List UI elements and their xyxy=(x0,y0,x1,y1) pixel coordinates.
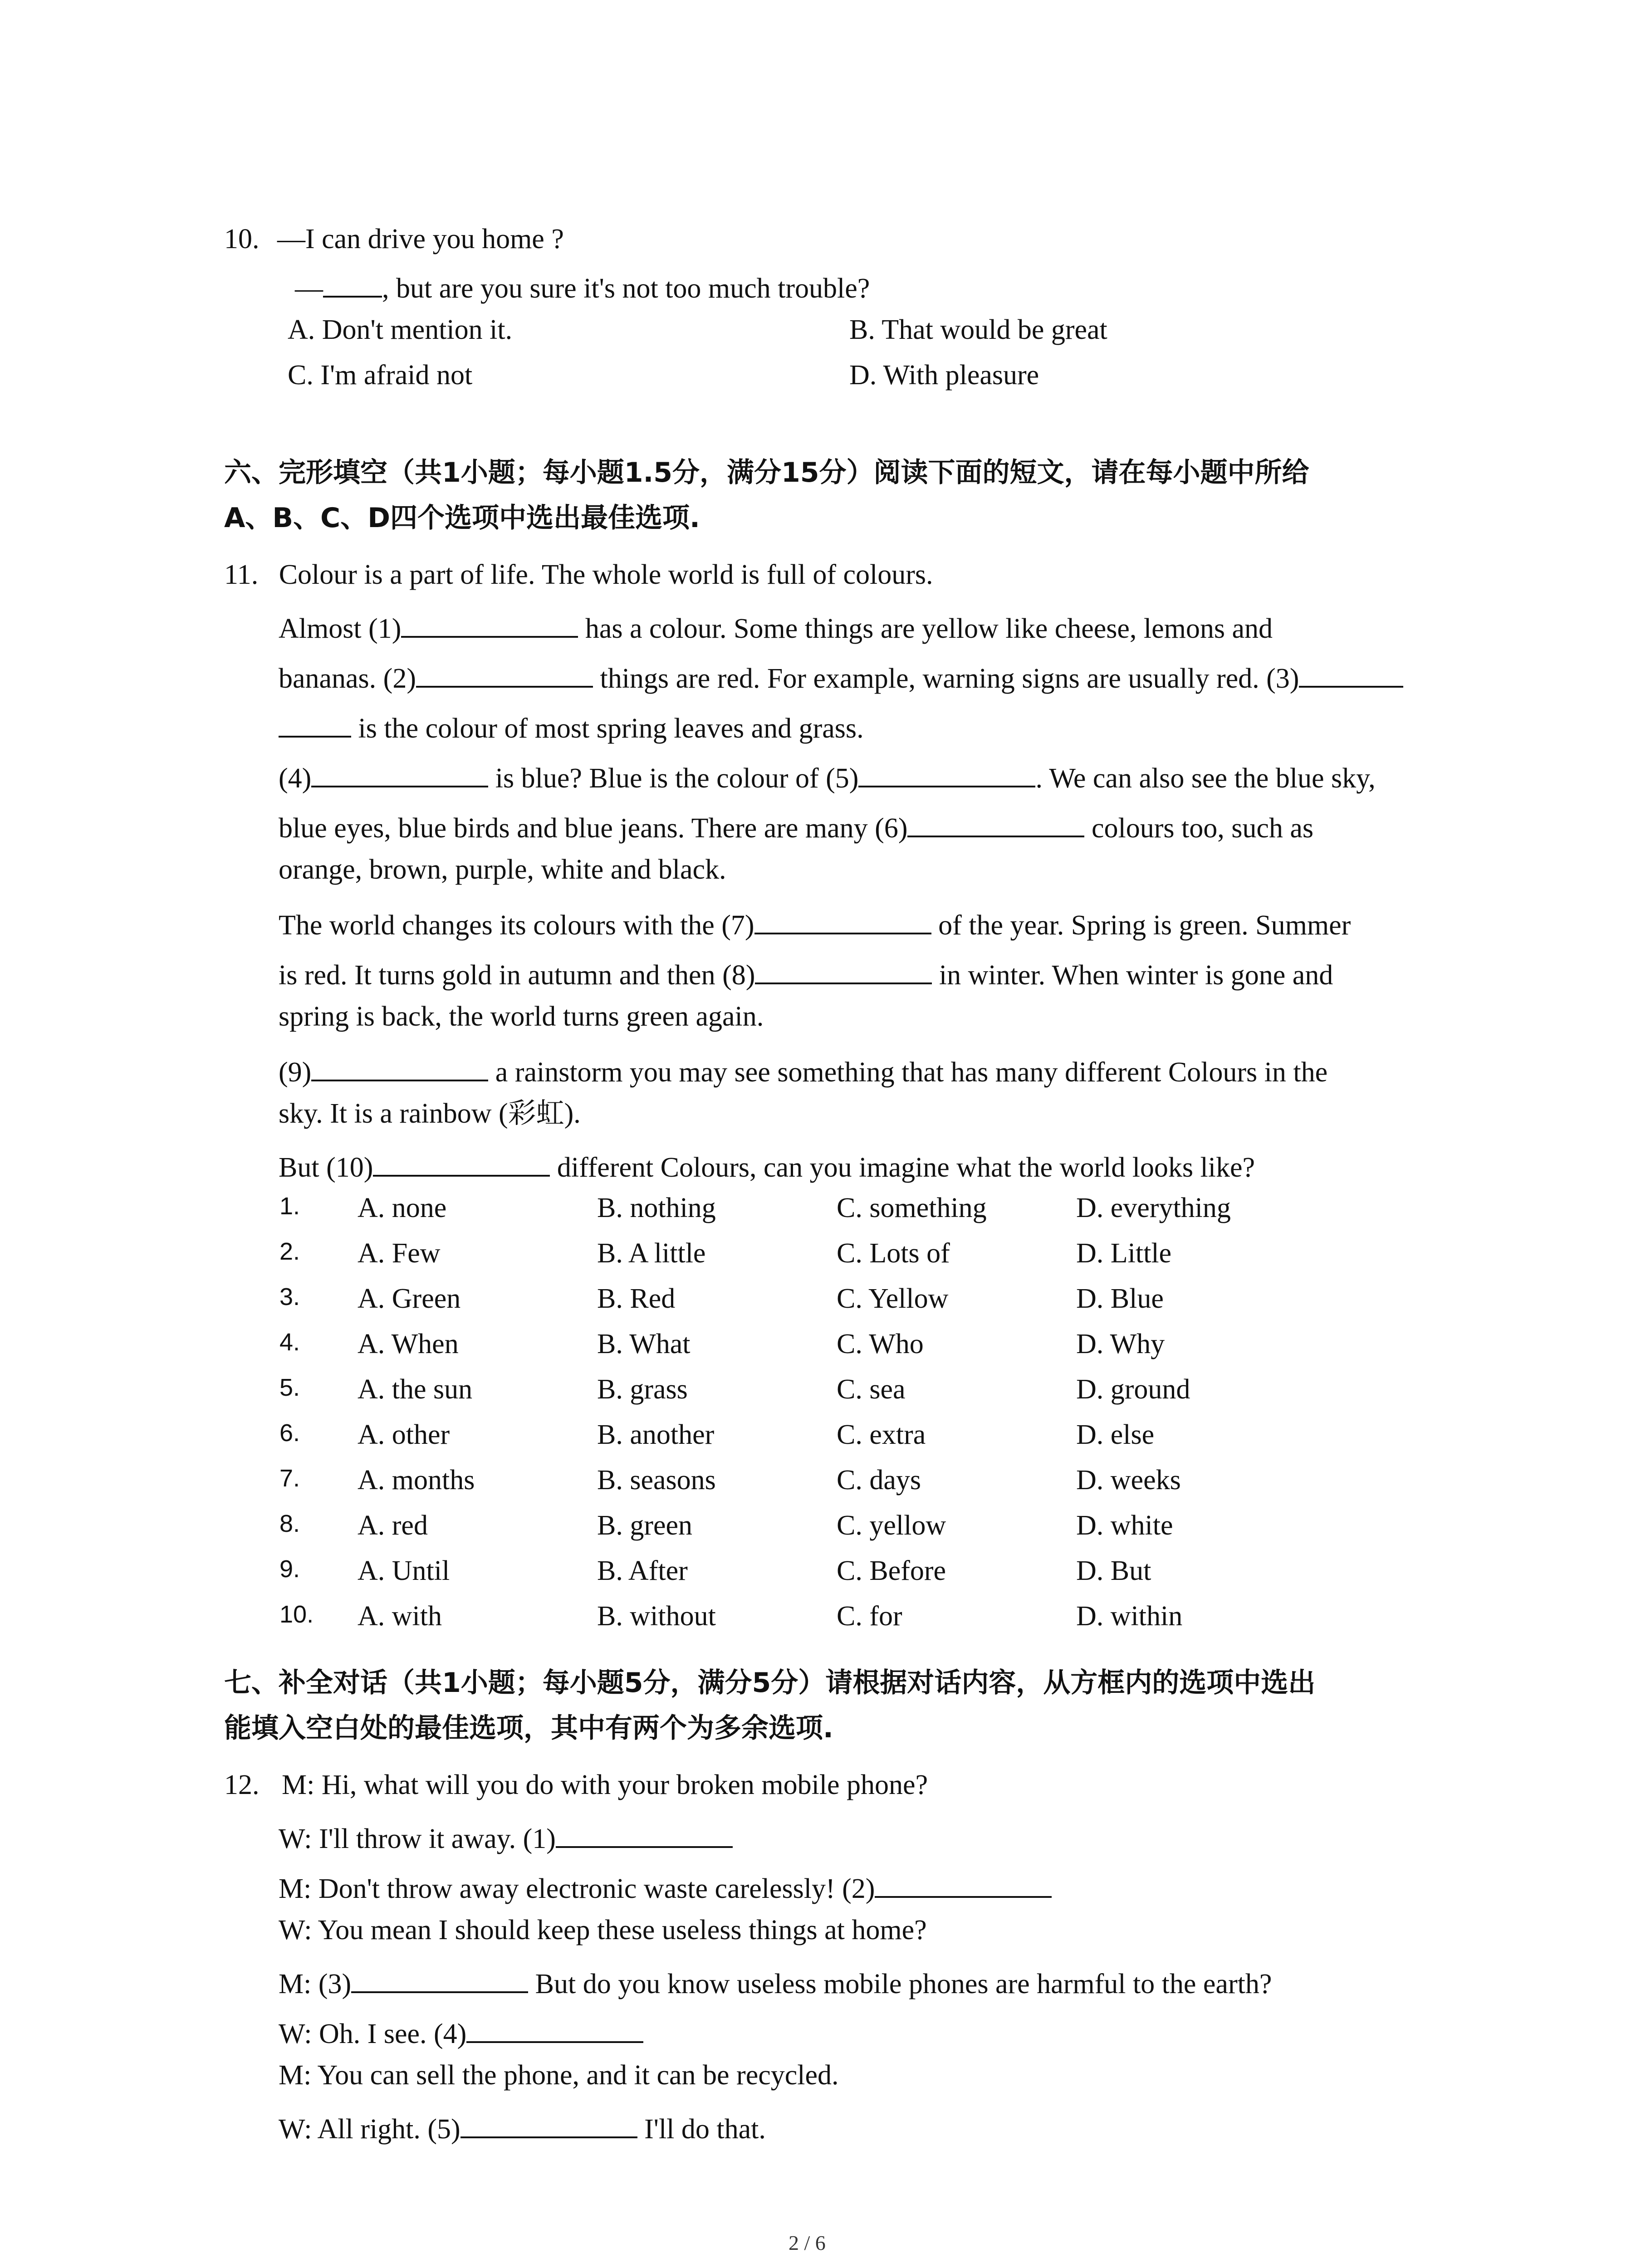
q10-dash: — xyxy=(295,273,323,304)
blank-7 xyxy=(754,907,931,934)
q11-text: in winter. When winter is gone and xyxy=(932,960,1333,991)
dialogue-blank-4 xyxy=(466,2016,643,2043)
choice-b: B. What xyxy=(597,1329,691,1359)
q11-p3-line1 xyxy=(279,907,1351,939)
q12-line1 xyxy=(224,1771,928,1799)
q11-text: . We can also see the blue sky, xyxy=(1035,763,1376,794)
q11-p2-line3: orange, brown, purple, white and black. xyxy=(279,854,726,885)
choice-c: C. Before xyxy=(837,1555,946,1586)
choice-d: D. But xyxy=(1076,1555,1151,1586)
dialogue-blank-3 xyxy=(351,1966,528,1993)
choice-b: B. seasons xyxy=(597,1465,716,1496)
q11-text: of the year. Spring is green. Summer xyxy=(931,910,1351,941)
q10-option-a: A. Don't mention it. xyxy=(288,314,513,345)
choice-c: C. extra xyxy=(837,1419,926,1450)
q11-text: Almost (1) xyxy=(279,613,402,644)
blank-1 xyxy=(401,611,578,638)
choice-number: 3. xyxy=(279,1283,300,1310)
blank-8 xyxy=(755,957,932,984)
choice-d: D. white xyxy=(1076,1510,1173,1541)
choice-a: A. Green xyxy=(358,1283,461,1314)
q12-line3 xyxy=(279,1871,1052,1903)
choice-b: B. another xyxy=(597,1419,715,1450)
q10-number: 10. xyxy=(224,224,260,254)
q11-p4-line1 xyxy=(279,1054,1327,1086)
q11-text: But (10) xyxy=(279,1152,373,1183)
q10-option-b: B. That would be great xyxy=(849,314,1107,345)
q10-response: , but are you sure it's not too much trouble? xyxy=(382,273,870,304)
q11-p4-line2: sky. It is a rainbow (彩虹). xyxy=(279,1098,581,1129)
blank-6 xyxy=(907,810,1084,837)
choice-b: B. grass xyxy=(597,1374,688,1405)
q12-number: 12. xyxy=(224,1769,260,1800)
choice-a: A. none xyxy=(358,1193,447,1223)
q12-line6 xyxy=(279,2016,643,2048)
choice-number: 5. xyxy=(279,1374,300,1401)
choice-a: A. months xyxy=(358,1465,475,1496)
choice-d: D. Little xyxy=(1076,1238,1172,1269)
dialogue-line: W: I'll throw it away. (1) xyxy=(279,1823,556,1854)
section6-heading-line1: 六、完形填空（共1小题；每小题1.5分，满分15分）阅读下面的短文，请在每小题中所给 xyxy=(224,457,1309,489)
choice-b: B. without xyxy=(597,1601,716,1632)
q11-text: (9) xyxy=(279,1057,312,1088)
choice-b: B. After xyxy=(597,1555,688,1586)
blank-3 xyxy=(1299,660,1403,688)
dialogue-line: W: All right. (5) xyxy=(279,2114,460,2145)
choice-number: 4. xyxy=(279,1329,300,1356)
choice-a: A. other xyxy=(358,1419,450,1450)
q12-line8 xyxy=(279,2111,766,2143)
choice-c: C. Who xyxy=(837,1329,924,1359)
q11-text: (4) xyxy=(279,763,312,794)
q10-line1 xyxy=(224,225,564,253)
choice-a: A. When xyxy=(358,1329,459,1359)
choice-a: A. with xyxy=(358,1601,442,1632)
q12-line7: M: You can sell the phone, and it can be recycled. xyxy=(279,2060,839,2091)
dialogue-line-post: I'll do that. xyxy=(637,2114,766,2145)
choice-d: D. everything xyxy=(1076,1193,1231,1223)
choice-a: A. Until xyxy=(358,1555,450,1586)
q11-title-line xyxy=(224,561,933,589)
choice-c: C. Yellow xyxy=(837,1283,949,1314)
dialogue-line: M: Don't throw away electronic waste carelessly! (2) xyxy=(279,1873,875,1904)
page-number: 2 / 6 xyxy=(789,2231,826,2254)
dialogue-blank-1 xyxy=(556,1821,733,1848)
choice-c: C. yellow xyxy=(837,1510,946,1541)
dialogue-line-post: But do you know useless mobile phones are harmful to the earth? xyxy=(528,1969,1272,1999)
choice-number: 1. xyxy=(279,1193,300,1220)
q11-p1-line2 xyxy=(279,660,1403,693)
dialogue-line: M: (3) xyxy=(279,1969,352,1999)
dialogue-line: M: Hi, what will you do with your broken mobile phone? xyxy=(282,1769,928,1800)
q11-p3-line2 xyxy=(279,957,1333,989)
choice-c: C. something xyxy=(837,1193,987,1223)
choice-d: D. else xyxy=(1076,1419,1155,1450)
choice-d: D. Blue xyxy=(1076,1283,1164,1314)
q11-text: has a colour. Some things are yellow like cheese, lemons and xyxy=(578,613,1273,644)
dialogue-blank-2 xyxy=(875,1871,1052,1898)
q11-text: a rainstorm you may see something that has many different Colours in the xyxy=(488,1057,1328,1088)
blank-3-cont xyxy=(279,710,351,738)
q11-p1-line3 xyxy=(279,710,864,743)
q10-option-c: C. I'm afraid not xyxy=(288,360,473,391)
q11-title: Colour is a part of life. The whole world is full of colours. xyxy=(279,559,933,590)
section7-heading-line2: 能填入空白处的最佳选项，其中有两个为多余选项. xyxy=(224,1712,833,1744)
dialogue-line: W: Oh. I see. (4) xyxy=(279,2019,467,2049)
q11-number: 11. xyxy=(224,559,259,590)
choice-number: 9. xyxy=(279,1555,300,1583)
q11-text: colours too, such as xyxy=(1084,813,1314,844)
q11-text: is the colour of most spring leaves and grass. xyxy=(351,713,864,744)
q11-text: blue eyes, blue birds and blue jeans. There are many (6) xyxy=(279,813,908,844)
choice-c: C. for xyxy=(837,1601,902,1632)
section7-heading-line1: 七、补全对话（共1小题；每小题5分，满分5分）请根据对话内容，从方框内的选项中选出 xyxy=(224,1667,1316,1699)
blank-2 xyxy=(416,660,593,688)
q11-text: The world changes its colours with the (7) xyxy=(279,910,754,941)
q11-text: things are red. For example, warning signs are usually red. (3) xyxy=(593,663,1299,694)
dialogue-blank-5 xyxy=(460,2111,637,2138)
choice-a: A. Few xyxy=(358,1238,441,1269)
choice-c: C. days xyxy=(837,1465,921,1496)
choice-number: 6. xyxy=(279,1419,300,1447)
q11-p5-line1 xyxy=(279,1149,1255,1182)
choice-number: 8. xyxy=(279,1510,300,1537)
choice-a: A. red xyxy=(358,1510,428,1541)
q10-line2 xyxy=(295,270,870,303)
choice-number: 10. xyxy=(279,1601,314,1628)
q11-text: different Colours, can you imagine what the world looks like? xyxy=(550,1152,1255,1183)
choice-d: D. Why xyxy=(1076,1329,1165,1359)
choice-c: C. sea xyxy=(837,1374,906,1405)
blank-5 xyxy=(858,760,1035,787)
choice-d: D. within xyxy=(1076,1601,1183,1632)
choice-b: B. Red xyxy=(597,1283,676,1314)
q11-p3-line3: spring is back, the world turns green again. xyxy=(279,1001,764,1032)
choice-a: A. the sun xyxy=(358,1374,473,1405)
section6-heading-line2: A、B、C、D四个选项中选出最佳选项. xyxy=(224,502,700,534)
choice-number: 7. xyxy=(279,1465,300,1492)
choice-b: B. nothing xyxy=(597,1193,716,1223)
q12-line5 xyxy=(279,1966,1272,1998)
q11-text: bananas. (2) xyxy=(279,663,416,694)
choice-c: C. Lots of xyxy=(837,1238,950,1269)
q10-option-d: D. With pleasure xyxy=(849,360,1039,391)
q11-p2-line2 xyxy=(279,810,1313,842)
q11-text: is red. It turns gold in autumn and then (8) xyxy=(279,960,755,991)
choice-number: 2. xyxy=(279,1238,300,1265)
blank-10 xyxy=(373,1149,550,1177)
choice-b: B. green xyxy=(597,1510,693,1541)
q10-blank xyxy=(323,270,382,298)
q12-line4: W: You mean I should keep these useless things at home? xyxy=(279,1915,927,1945)
q10-prompt: —I can drive you home ? xyxy=(277,224,564,254)
q12-line2 xyxy=(279,1821,733,1853)
q11-text: is blue? Blue is the colour of (5) xyxy=(488,763,859,794)
choice-b: B. A little xyxy=(597,1238,706,1269)
blank-9 xyxy=(311,1054,488,1081)
choice-d: D. weeks xyxy=(1076,1465,1181,1496)
choice-d: D. ground xyxy=(1076,1374,1190,1405)
q11-p1-line1 xyxy=(279,611,1273,643)
blank-4 xyxy=(311,760,488,787)
q11-p2-line1 xyxy=(279,760,1376,792)
